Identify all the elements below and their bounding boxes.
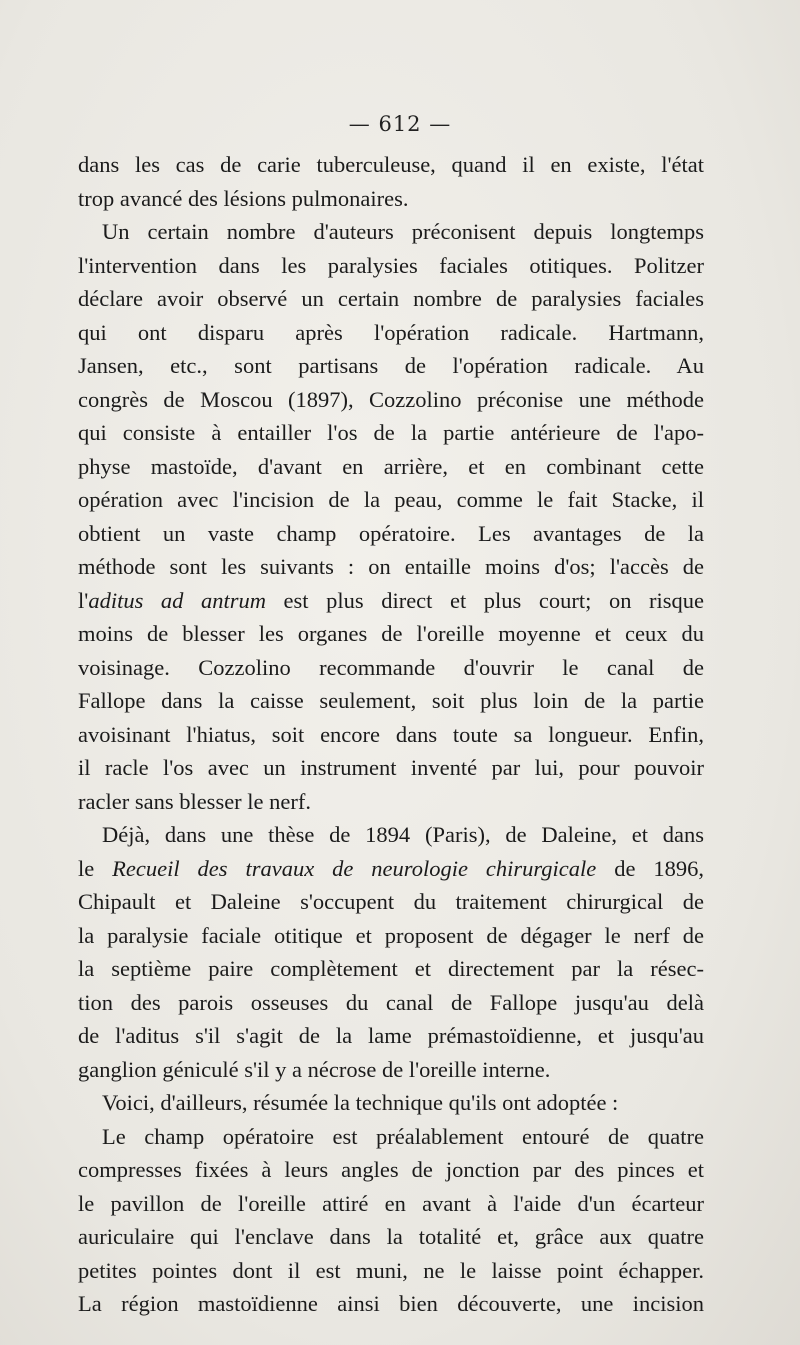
text-segment: le	[78, 855, 113, 881]
text-line: dans les cas de carie tuberculeuse, quand il en existe, l'état	[78, 152, 704, 177]
text-line: moins de blesser les organes de l'oreille moyenne et ceux du	[78, 621, 704, 646]
text-line: auriculaire qui l'enclave dans la totalité et, grâce aux quatre	[78, 1224, 704, 1249]
text-line: méthode sont les suivants : on entaille moins d'os; l'accès de	[78, 554, 704, 579]
text-line: opération avec l'incision de la peau, comme le fait Stacke, il	[78, 487, 704, 512]
text-segment: de 1896,	[596, 855, 704, 881]
body-text	[78, 148, 704, 1321]
text-line: qui ont disparu après l'opération radicale. Hartmann,	[78, 319, 704, 345]
text-line: compresses fixées à leurs angles de jonction par des pinces et	[78, 1157, 704, 1182]
italic-title: aditus ad antrum	[88, 587, 266, 613]
text-line: Jansen, etc., sont partisans de l'opération radicale. Au	[78, 353, 704, 378]
text-line: ganglion géniculé s'il y a nécrose de l'oreille interne.	[78, 1056, 551, 1082]
text-line: avoisinant l'hiatus, soit encore dans toute sa longueur. Enfin,	[78, 721, 704, 747]
text-line: tion des parois osseuses du canal de Fallope jusqu'au delà	[78, 989, 704, 1015]
text-line: racler sans blesser le nerf.	[78, 788, 312, 814]
text-line: la paralysie faciale otitique et proposent de dégager le nerf de	[78, 922, 704, 948]
text-line: trop avancé des lésions pulmonaires.	[78, 185, 409, 211]
text-line: Voici, d'ailleurs, résumée la technique qu'ils ont adoptée :	[102, 1090, 619, 1115]
text-line	[78, 584, 704, 618]
text-line: l'intervention dans les paralysies faciales otitiques. Politzer	[78, 252, 704, 278]
text-line: Chipault et Daleine s'occupent du traitement chirurgical de	[78, 889, 704, 914]
text-line	[78, 852, 704, 886]
text-line: la septième paire complètement et directement par la résec-	[78, 956, 704, 981]
text-line: Le champ opératoire est préalablement entouré de quatre	[102, 1123, 704, 1149]
text-line: obtient un vaste champ opératoire. Les avantages de la	[78, 520, 704, 546]
text-line: Déjà, dans une thèse de 1894 (Paris), de Daleine, et dans	[102, 822, 704, 847]
text-line: Un certain nombre d'auteurs préconisent depuis longtemps	[102, 219, 704, 244]
text-line: il racle l'os avec un instrument inventé par lui, pour pouvoir	[78, 755, 704, 780]
text-segment: l'	[78, 587, 89, 613]
text-line: déclare avoir observé un certain nombre de paralysies faciales	[78, 286, 704, 311]
text-line: La région mastoïdienne ainsi bien découverte, une incision	[78, 1291, 704, 1316]
page-number: — 612 —	[348, 112, 452, 136]
text-line: qui consiste à entailler l'os de la partie antérieure de l'apo-	[78, 420, 704, 445]
text-line: voisinage. Cozzolino recommande d'ouvrir le canal de	[78, 654, 704, 680]
text-line: congrès de Moscou (1897), Cozzolino préconise une méthode	[78, 386, 704, 412]
italic-title: Recueil des travaux de neurologie chirurgicale	[112, 855, 597, 881]
text-line: Fallope dans la caisse seulement, soit plus loin de la partie	[78, 688, 704, 713]
text-segment: est plus direct et plus court; on risque	[265, 587, 704, 613]
text-line: petites pointes dont il est muni, ne le laisse point échapper.	[78, 1257, 704, 1283]
text-line: physe mastoïde, d'avant en arrière, et en combinant cette	[78, 453, 704, 479]
text-line: le pavillon de l'oreille attiré en avant à l'aide d'un écarteur	[78, 1190, 704, 1216]
text-line: de l'aditus s'il s'agit de la lame prémastoïdienne, et jusqu'au	[78, 1023, 704, 1048]
